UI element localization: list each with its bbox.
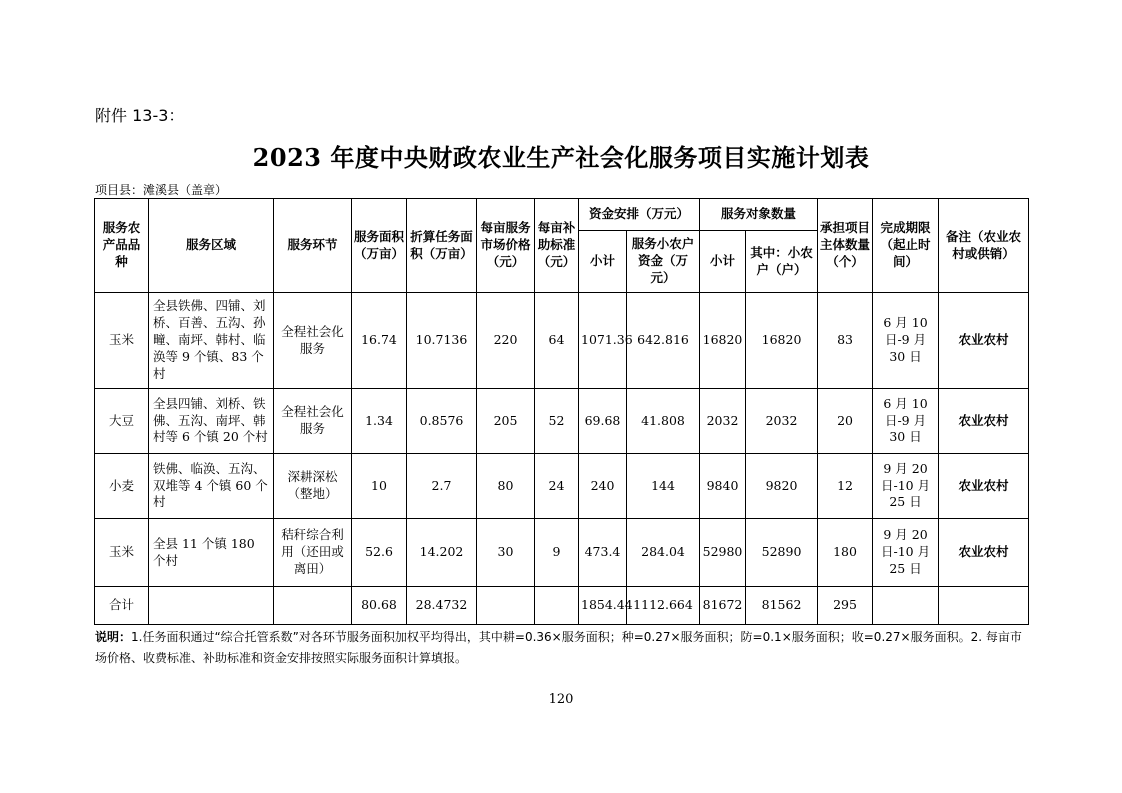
cell-service-area: 52.6 [352,519,407,587]
header-area: 服务区域 [149,199,274,293]
header-targets-subtotal: 小计 [700,231,746,293]
cell-market-price: 205 [477,389,535,454]
cell-small-farmers: 9820 [746,454,818,519]
cell-small-farmer-funds: 144 [627,454,700,519]
cell-task-area: 10.7136 [407,293,477,389]
total-price-empty [477,587,535,625]
cell-period: 9 月 20 日-10 月 25 日 [873,519,939,587]
cell-service-area: 10 [352,454,407,519]
header-funds-subtotal: 小计 [579,231,627,293]
cell-targets-subtotal: 52980 [700,519,746,587]
cell-providers: 83 [818,293,873,389]
project-county: 项目县：滩溪县（盖章） [95,183,228,197]
table-row [95,454,1029,519]
cell-funds-subtotal: 1071.36 [579,293,627,389]
cell-subsidy: 52 [535,389,579,454]
cell-market-price: 80 [477,454,535,519]
total-area-empty [149,587,274,625]
total-task-area: 28.4732 [407,587,477,625]
total-subsidy-empty [535,587,579,625]
cell-remark: 农业农村 [939,519,1029,587]
cell-area: 全县铁佛、四铺、刘桥、百善、五沟、孙疃、南坪、韩村、临涣等 9 个镇、83 个村 [149,293,274,389]
cell-remark: 农业农村 [939,389,1029,454]
total-stage-empty [274,587,352,625]
total-remark-empty [939,587,1029,625]
cell-targets-subtotal: 16820 [700,293,746,389]
cell-stage: 全程社会化服务 [274,389,352,454]
cell-subsidy: 9 [535,519,579,587]
cell-small-farmer-funds: 41.808 [627,389,700,454]
cell-crop: 玉米 [95,519,149,587]
note-label: 说明： [95,630,132,644]
total-label: 合计 [95,587,149,625]
plan-table [94,198,1029,625]
cell-area: 铁佛、临涣、五沟、双堆等 4 个镇 60 个村 [149,454,274,519]
cell-stage: 深耕深松（整地） [274,454,352,519]
header-crop: 服务农产品品种 [95,199,149,293]
header-funds-group: 资金安排（万元） [579,199,700,231]
cell-subsidy: 64 [535,293,579,389]
total-targets-subtotal: 81672 [700,587,746,625]
cell-small-farmers: 16820 [746,293,818,389]
cell-remark: 农业农村 [939,293,1029,389]
cell-period: 6 月 10 日-9 月 30 日 [873,293,939,389]
attachment-label: 附件 13-3： [95,106,185,125]
table-row [95,519,1029,587]
header-period: 完成期限（起止时间） [873,199,939,293]
cell-stage: 全程社会化服务 [274,293,352,389]
cell-crop: 大豆 [95,389,149,454]
cell-small-farmers: 2032 [746,389,818,454]
header-targets-group: 服务对象数量 [700,199,818,231]
cell-task-area: 14.202 [407,519,477,587]
header-stage: 服务环节 [274,199,352,293]
cell-funds-subtotal: 240 [579,454,627,519]
table-row [95,389,1029,454]
cell-period: 6 月 10 日-9 月 30 日 [873,389,939,454]
table-note [95,627,1030,669]
page-number: 120 [548,692,574,707]
cell-area: 全县四铺、刘桥、铁佛、五沟、南坪、韩村等 6 个镇 20 个村 [149,389,274,454]
header-small-farmer-funds: 服务小农户资金（万元） [627,231,700,293]
table-row [95,293,1029,389]
cell-period: 9 月 20 日-10 月 25 日 [873,454,939,519]
cell-small-farmer-funds: 284.04 [627,519,700,587]
cell-small-farmers: 52890 [746,519,818,587]
page-title: 2023 年度中央财政农业生产社会化服务项目实施计划表 [252,143,870,172]
cell-service-area: 16.74 [352,293,407,389]
cell-crop: 小麦 [95,454,149,519]
total-small-farmers: 81562 [746,587,818,625]
header-service-area: 服务面积（万亩） [352,199,407,293]
header-remark: 备注（农业农村或供销） [939,199,1029,293]
cell-providers: 180 [818,519,873,587]
total-period-empty [873,587,939,625]
cell-task-area: 0.8576 [407,389,477,454]
total-small-farmer-funds: 1112.664 [627,587,700,625]
cell-providers: 20 [818,389,873,454]
total-funds-subtotal: 1854.44 [579,587,627,625]
header-subsidy: 每亩补助标准（元） [535,199,579,293]
cell-small-farmer-funds: 642.816 [627,293,700,389]
cell-area: 全县 11 个镇 180 个村 [149,519,274,587]
cell-crop: 玉米 [95,293,149,389]
cell-task-area: 2.7 [407,454,477,519]
total-providers: 295 [818,587,873,625]
cell-providers: 12 [818,454,873,519]
header-market-price: 每亩服务市场价格（元） [477,199,535,293]
cell-subsidy: 24 [535,454,579,519]
note-text: 1.任务面积通过“综合托管系数”对各环节服务面积加权平均得出，其中耕=0.36×服务面积；种=0.27×服务面积；防=0.1×服务面积；收=0.27×服务面积。2. 每亩市场价格、收费标准、补助标准和资金安排按照实际服务面积计算填报。 [95,630,1022,665]
cell-stage: 秸秆综合利用（还田或离田） [274,519,352,587]
total-service-area: 80.68 [352,587,407,625]
header-task-area: 折算任务面积（万亩） [407,199,477,293]
total-row [95,587,1029,625]
header-small-farmers: 其中：小农户（户） [746,231,818,293]
cell-market-price: 220 [477,293,535,389]
cell-funds-subtotal: 69.68 [579,389,627,454]
cell-targets-subtotal: 9840 [700,454,746,519]
cell-market-price: 30 [477,519,535,587]
cell-service-area: 1.34 [352,389,407,454]
cell-targets-subtotal: 2032 [700,389,746,454]
cell-remark: 农业农村 [939,454,1029,519]
header-providers: 承担项目主体数量（个） [818,199,873,293]
cell-funds-subtotal: 473.4 [579,519,627,587]
